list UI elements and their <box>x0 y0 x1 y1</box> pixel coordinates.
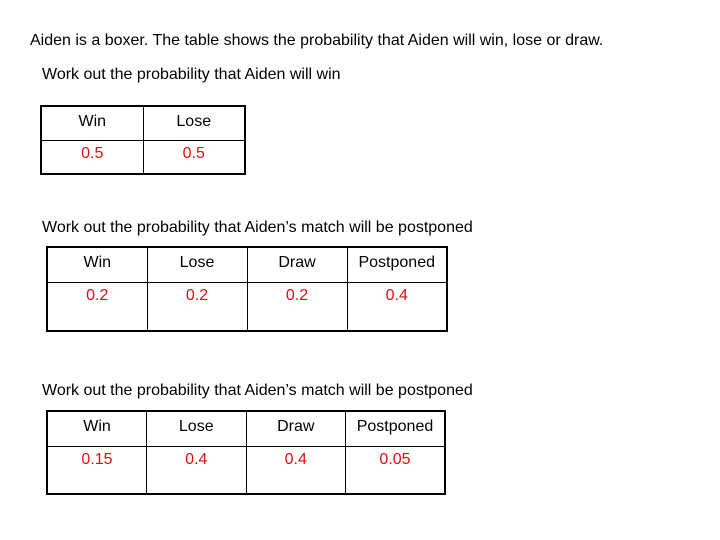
header-lose: Lose <box>147 411 247 447</box>
value-postponed: 0.05 <box>346 447 446 495</box>
question-2-prompt: Work out the probability that Aiden’s match will be postponed <box>42 219 473 236</box>
header-postponed: Postponed <box>347 247 447 283</box>
header-lose: Lose <box>147 247 247 283</box>
value-draw: 0.2 <box>247 283 347 332</box>
value-win: 0.5 <box>41 141 143 175</box>
header-lose: Lose <box>143 106 245 141</box>
header-win: Win <box>41 106 143 141</box>
question-3-prompt: Work out the probability that Aiden’s match will be postponed <box>42 382 473 399</box>
header-draw: Draw <box>246 411 346 447</box>
value-win: 0.2 <box>47 283 147 332</box>
header-draw: Draw <box>247 247 347 283</box>
question-2-table <box>46 246 448 332</box>
header-postponed: Postponed <box>346 411 446 447</box>
value-lose: 0.4 <box>147 447 247 495</box>
value-lose: 0.5 <box>143 141 245 175</box>
value-lose: 0.2 <box>147 283 247 332</box>
intro-text: Aiden is a boxer. The table shows the probability that Aiden will win, lose or draw. <box>30 32 604 49</box>
question-1-prompt: Work out the probability that Aiden will win <box>42 66 341 83</box>
header-win: Win <box>47 247 147 283</box>
header-win: Win <box>47 411 147 447</box>
value-draw: 0.4 <box>246 447 346 495</box>
question-1-table <box>40 105 246 175</box>
value-win: 0.15 <box>47 447 147 495</box>
value-postponed: 0.4 <box>347 283 447 332</box>
question-3-table <box>46 410 446 495</box>
